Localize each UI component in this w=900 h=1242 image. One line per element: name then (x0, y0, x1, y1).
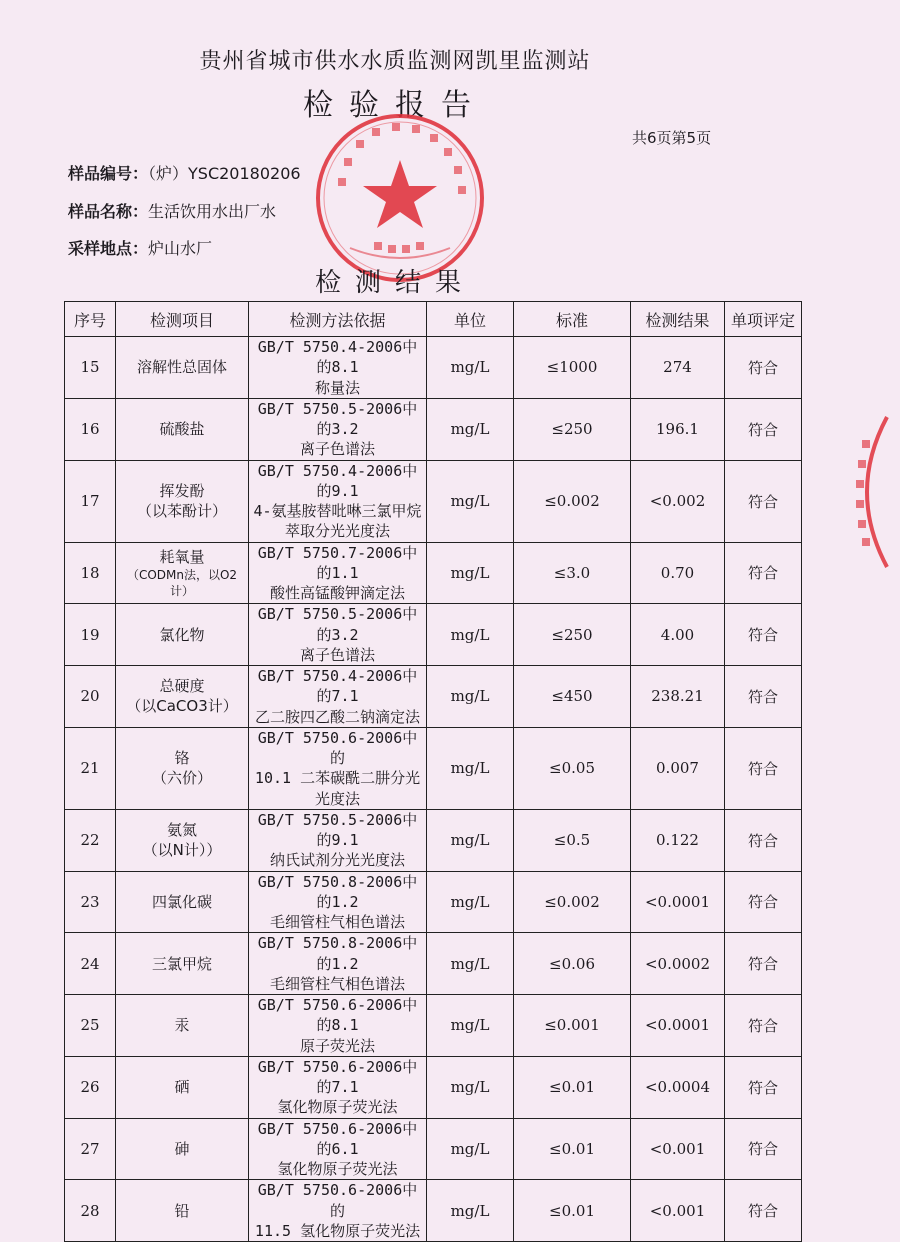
test-item-name: 挥发酚 (159, 481, 205, 500)
method-line-1: GB/T 5750.5-2006中的3.2 (257, 399, 418, 438)
verdict: 符合 (725, 398, 802, 460)
table-row (65, 995, 802, 1057)
method-line-2: 乙二胺四乙酸二钠滴定法 (254, 707, 420, 726)
test-item (116, 1180, 249, 1242)
standard: ≤250 (514, 604, 631, 666)
test-item (116, 995, 249, 1057)
result-value: <0.0002 (631, 933, 725, 995)
standard: ≤0.5 (514, 809, 631, 871)
standard: ≤0.06 (514, 933, 631, 995)
test-item (116, 1118, 249, 1180)
result-value: 274 (631, 337, 725, 399)
test-method (249, 995, 427, 1057)
method-line-2: 离子色谱法 (299, 645, 375, 664)
test-item (116, 933, 249, 995)
col-header-result: 检测结果 (631, 302, 725, 337)
test-item (116, 871, 249, 933)
method-line-1: GB/T 5750.8-2006中的1.2 (257, 872, 418, 911)
test-method (249, 809, 427, 871)
test-item (116, 727, 249, 809)
result-value: <0.002 (631, 460, 725, 542)
verdict: 符合 (725, 1118, 802, 1180)
verdict: 符合 (725, 604, 802, 666)
method-line-1: GB/T 5750.6-2006中的 (257, 728, 418, 767)
test-item-name: 四氯化碳 (151, 892, 212, 911)
method-line-2: 10.1 二苯碳酰二肼分光光度法 (254, 769, 421, 808)
method-line-1: GB/T 5750.7-2006中的1.1 (257, 543, 418, 582)
test-method (249, 337, 427, 399)
test-item-name: 硫酸盐 (159, 420, 205, 438)
col-header-no: 序号 (65, 302, 116, 337)
unit: mg/L (427, 933, 514, 995)
test-item-name: 硒 (174, 1078, 190, 1096)
col-header-unit: 单位 (427, 302, 514, 337)
test-method (249, 1118, 427, 1180)
test-item (116, 460, 249, 542)
test-method (249, 1056, 427, 1118)
unit: mg/L (427, 460, 514, 542)
method-line-2: 11.5 氢化物原子荧光法 (254, 1221, 421, 1240)
unit: mg/L (427, 604, 514, 666)
unit: mg/L (427, 337, 514, 399)
method-line-1: GB/T 5750.6-2006中的6.1 (257, 1119, 418, 1158)
method-line-1: GB/T 5750.5-2006中的3.2 (257, 605, 418, 644)
standard: ≤0.01 (514, 1180, 631, 1242)
test-method (249, 666, 427, 728)
verdict: 符合 (725, 666, 802, 728)
row-no: 28 (65, 1180, 116, 1242)
test-item-name: 三氯甲烷 (151, 954, 212, 973)
verdict: 符合 (725, 460, 802, 542)
standard: ≤0.002 (514, 871, 631, 933)
unit: mg/L (427, 1180, 514, 1242)
row-no: 16 (65, 398, 116, 460)
test-item-note: （以CaCO3计） (126, 697, 238, 716)
test-item-name: 铅 (174, 1201, 190, 1220)
sample-number-value: （炉）YSC20180206 (148, 164, 301, 183)
standard: ≤0.05 (514, 727, 631, 809)
page-info: 共6页第5页 (632, 129, 712, 147)
result-value: 196.1 (631, 398, 725, 460)
unit: mg/L (427, 666, 514, 728)
row-no: 24 (65, 933, 116, 995)
results-table (64, 301, 802, 1242)
verdict: 符合 (725, 1056, 802, 1118)
result-value: <0.001 (631, 1180, 725, 1242)
row-no: 20 (65, 666, 116, 728)
results-title: 检测结果 (314, 268, 475, 298)
verdict: 符合 (725, 871, 802, 933)
verdict: 符合 (725, 542, 802, 604)
test-item (116, 337, 249, 399)
sample-name-value: 生活饮用水出厂水 (148, 202, 277, 221)
method-line-2: 毛细管柱气相色谱法 (269, 913, 405, 931)
sample-name-line (68, 199, 276, 222)
test-item-name: 铬 (174, 749, 190, 767)
method-line-2: 4-氨基胺替吡啉三氯甲烷萃取分光光度法 (253, 502, 422, 541)
method-line-1: GB/T 5750.4-2006中的7.1 (257, 667, 418, 706)
method-line-2: 称量法 (314, 378, 360, 397)
col-header-method: 检测方法依据 (249, 302, 427, 337)
standard: ≤450 (514, 666, 631, 728)
table-row (65, 1056, 802, 1118)
table-row (65, 871, 802, 933)
report-title: 检验报告 (303, 88, 487, 123)
method-line-2: 毛细管柱气相色谱法 (269, 974, 405, 993)
row-no: 25 (65, 995, 116, 1057)
sample-location-label: 采样地点： (68, 239, 149, 258)
test-item (116, 1056, 249, 1118)
col-header-standard: 标准 (514, 302, 631, 337)
method-line-2: 离子色谱法 (299, 440, 375, 459)
method-line-1: GB/T 5750.6-2006中的7.1 (257, 1057, 418, 1096)
verdict: 符合 (725, 1180, 802, 1242)
row-no: 26 (65, 1056, 116, 1118)
test-item-name: 氨氮 (166, 820, 197, 839)
table-row (65, 398, 802, 460)
table-row (65, 1118, 802, 1180)
test-method (249, 542, 427, 604)
row-no: 22 (65, 809, 116, 871)
test-method (249, 1180, 427, 1242)
test-item-note: （以N计）） (142, 841, 222, 860)
unit: mg/L (427, 995, 514, 1057)
test-method (249, 871, 427, 933)
sample-name-label: 样品名称： (68, 202, 149, 221)
test-item-name: 总硬度 (159, 677, 205, 696)
method-line-2: 原子荧光法 (299, 1036, 375, 1055)
table-row (65, 337, 802, 399)
table-header-row (65, 302, 802, 337)
test-method (249, 933, 427, 995)
row-no: 23 (65, 871, 116, 933)
table-row (65, 542, 802, 604)
test-item (116, 666, 249, 728)
col-header-item: 检测项目 (116, 302, 249, 337)
test-item-note: （CODMn法，以O2计） (126, 567, 238, 598)
edge-seal-stamp (842, 412, 900, 572)
result-value: 0.122 (631, 809, 725, 871)
standard: ≤1000 (514, 337, 631, 399)
test-item-note: （六价） (151, 769, 212, 788)
result-value: 238.21 (631, 666, 725, 728)
result-value: 0.007 (631, 727, 725, 809)
row-no: 15 (65, 337, 116, 399)
standard: ≤0.01 (514, 1118, 631, 1180)
verdict: 符合 (725, 727, 802, 809)
result-value: 4.00 (631, 604, 725, 666)
standard: ≤0.002 (514, 460, 631, 542)
sample-number-line (68, 161, 301, 184)
row-no: 17 (65, 460, 116, 542)
sample-number-label: 样品编号： (68, 164, 149, 183)
test-item (116, 604, 249, 666)
unit: mg/L (427, 1118, 514, 1180)
method-line-1: GB/T 5750.4-2006中的8.1 (257, 338, 418, 377)
method-line-2: 氢化物原子荧光法 (277, 1160, 398, 1178)
result-value: <0.0004 (631, 1056, 725, 1118)
method-line-1: GB/T 5750.8-2006中的1.2 (257, 934, 418, 973)
test-item-note: （以苯酚计） (136, 502, 227, 520)
test-method (249, 398, 427, 460)
table-row (65, 809, 802, 871)
result-value: <0.001 (631, 1118, 725, 1180)
test-method (249, 727, 427, 809)
sample-location-line (68, 236, 212, 259)
verdict: 符合 (725, 933, 802, 995)
table-row (65, 666, 802, 728)
unit: mg/L (427, 398, 514, 460)
row-no: 19 (65, 604, 116, 666)
test-item-name: 汞 (174, 1016, 190, 1035)
col-header-verdict: 单项评定 (725, 302, 802, 337)
verdict: 符合 (725, 995, 802, 1057)
table-row (65, 460, 802, 542)
organization-name: 贵州省城市供水水质监测网凯里监测站 (199, 49, 591, 74)
unit: mg/L (427, 809, 514, 871)
standard: ≤3.0 (514, 542, 631, 604)
method-line-1: GB/T 5750.5-2006中的9.1 (257, 810, 418, 849)
method-line-1: GB/T 5750.4-2006中的9.1 (257, 461, 418, 500)
test-item-name: 氯化物 (159, 625, 205, 644)
row-no: 27 (65, 1118, 116, 1180)
unit: mg/L (427, 1056, 514, 1118)
test-item-name: 溶解性总固体 (136, 358, 227, 377)
row-no: 18 (65, 542, 116, 604)
standard: ≤250 (514, 398, 631, 460)
test-item (116, 398, 249, 460)
result-value: <0.0001 (631, 871, 725, 933)
official-seal-stamp (310, 108, 490, 288)
method-line-1: GB/T 5750.6-2006中的 (257, 1181, 418, 1220)
result-value: 0.70 (631, 542, 725, 604)
test-method (249, 604, 427, 666)
unit: mg/L (427, 727, 514, 809)
method-line-2: 纳氏试剂分光光度法 (269, 851, 405, 870)
table-row (65, 727, 802, 809)
test-item-name: 砷 (174, 1139, 190, 1158)
table-row (65, 933, 802, 995)
result-value: <0.0001 (631, 995, 725, 1057)
method-line-2: 氢化物原子荧光法 (277, 1098, 398, 1117)
standard: ≤0.01 (514, 1056, 631, 1118)
test-item (116, 809, 249, 871)
method-line-2: 酸性高锰酸钾滴定法 (269, 584, 405, 602)
table-row (65, 604, 802, 666)
test-item (116, 542, 249, 604)
standard: ≤0.001 (514, 995, 631, 1057)
method-line-1: GB/T 5750.6-2006中的8.1 (257, 996, 418, 1035)
test-method (249, 460, 427, 542)
sample-location-value: 炉山水厂 (148, 239, 213, 258)
verdict: 符合 (725, 337, 802, 399)
unit: mg/L (427, 542, 514, 604)
table-row (65, 1180, 802, 1242)
unit: mg/L (427, 871, 514, 933)
row-no: 21 (65, 727, 116, 809)
test-item-name: 耗氧量 (159, 547, 205, 566)
verdict: 符合 (725, 809, 802, 871)
